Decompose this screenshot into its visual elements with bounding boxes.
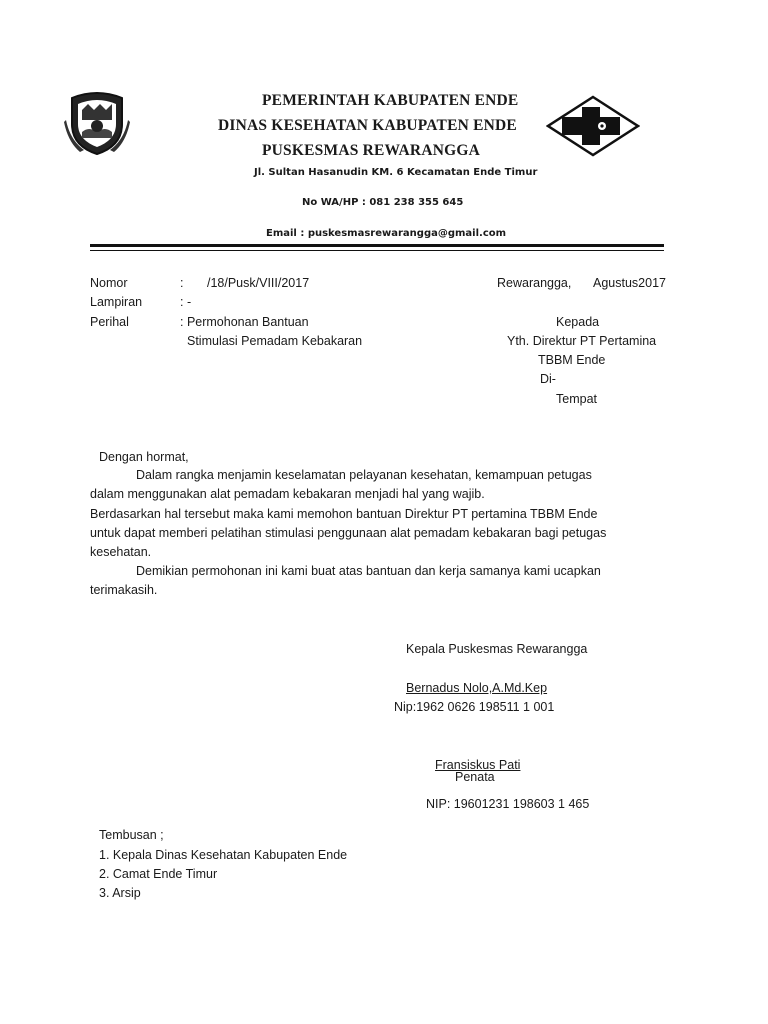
letterhead-phone: No WA/HP : 081 238 355 645 <box>302 197 464 208</box>
paragraph1-line2: dalam menggunakan alat pemadam kebakaran menjadi hal yang wajib. <box>90 487 485 501</box>
recipient-line2: TBBM Ende <box>538 353 606 367</box>
recipient-kepada: Kepada <box>556 315 600 329</box>
recipient-line3: Di- <box>540 372 556 386</box>
letterhead-line3: PUSKESMAS REWARANGGA <box>262 142 481 159</box>
letterhead-rule-thin <box>90 250 664 251</box>
letterhead-email: Email : puskesmasrewarangga@gmail.com <box>266 228 507 239</box>
signature-nip2: NIP: 19601231 198603 1 465 <box>426 797 590 811</box>
nomor-label: Nomor <box>90 276 128 290</box>
lampiran-label: Lampiran <box>90 295 143 309</box>
letterhead-rule-thick <box>90 244 664 247</box>
signature-name2: Fransiskus Pati <box>435 758 521 772</box>
lampiran-value: : - <box>180 295 192 309</box>
signature-rank2: Penata <box>455 770 495 784</box>
perihal-label: Perihal <box>90 315 129 329</box>
signature-title: Kepala Puskesmas Rewarangga <box>406 642 588 656</box>
signature-name: Bernadus Nolo,A.Md.Kep <box>406 681 548 695</box>
signature-nip: Nip:1962 0626 198511 1 001 <box>394 700 555 714</box>
paragraph3-line1: Demikian permohonan ini kami buat atas bantuan dan kerja samanya kami ucapkan <box>136 564 601 578</box>
paragraph2-line2: untuk dapat memberi pelatihan stimulasi penggunaan alat pemadam kebakaran bagi petugas <box>90 526 607 540</box>
perihal-value1: : Permohonan Bantuan <box>180 315 309 329</box>
recipient-line4: Tempat <box>556 392 597 406</box>
regency-emblem-icon <box>64 90 130 156</box>
paragraph3-line2: terimakasih. <box>90 583 158 597</box>
cc-item: 1. Kepala Dinas Kesehatan Kabupaten Ende <box>99 848 348 862</box>
letterhead-line2: DINAS KESEHATAN KABUPATEN ENDE <box>218 117 517 134</box>
letter-place: Rewarangga, <box>497 276 572 290</box>
cc-item: 2. Camat Ende Timur <box>99 867 218 881</box>
letterhead-line1: PEMERINTAH KABUPATEN ENDE <box>262 92 519 109</box>
nomor-value: /18/Pusk/VIII/2017 <box>207 276 310 290</box>
paragraph1-line1: Dalam rangka menjamin keselamatan pelayanan kesehatan, kemampuan petugas <box>136 468 592 482</box>
greeting: Dengan hormat, <box>99 450 189 464</box>
cc-item: 3. Arsip <box>99 886 141 900</box>
cc-title: Tembusan ; <box>99 828 164 842</box>
health-cross-icon <box>546 95 640 157</box>
nomor-colon: : <box>180 276 184 290</box>
perihal-value2: Stimulasi Pemadam Kebakaran <box>187 334 363 348</box>
recipient-line1: Yth. Direktur PT Pertamina <box>507 334 657 348</box>
letterhead-address: Jl. Sultan Hasanudin KM. 6 Kecamatan Ende Timur <box>254 167 538 178</box>
letter-date: Agustus2017 <box>593 276 666 290</box>
paragraph2-line1: Berdasarkan hal tersebut maka kami memohon bantuan Direktur PT pertamina TBBM Ende <box>90 507 598 521</box>
paragraph2-line3: kesehatan. <box>90 545 152 559</box>
